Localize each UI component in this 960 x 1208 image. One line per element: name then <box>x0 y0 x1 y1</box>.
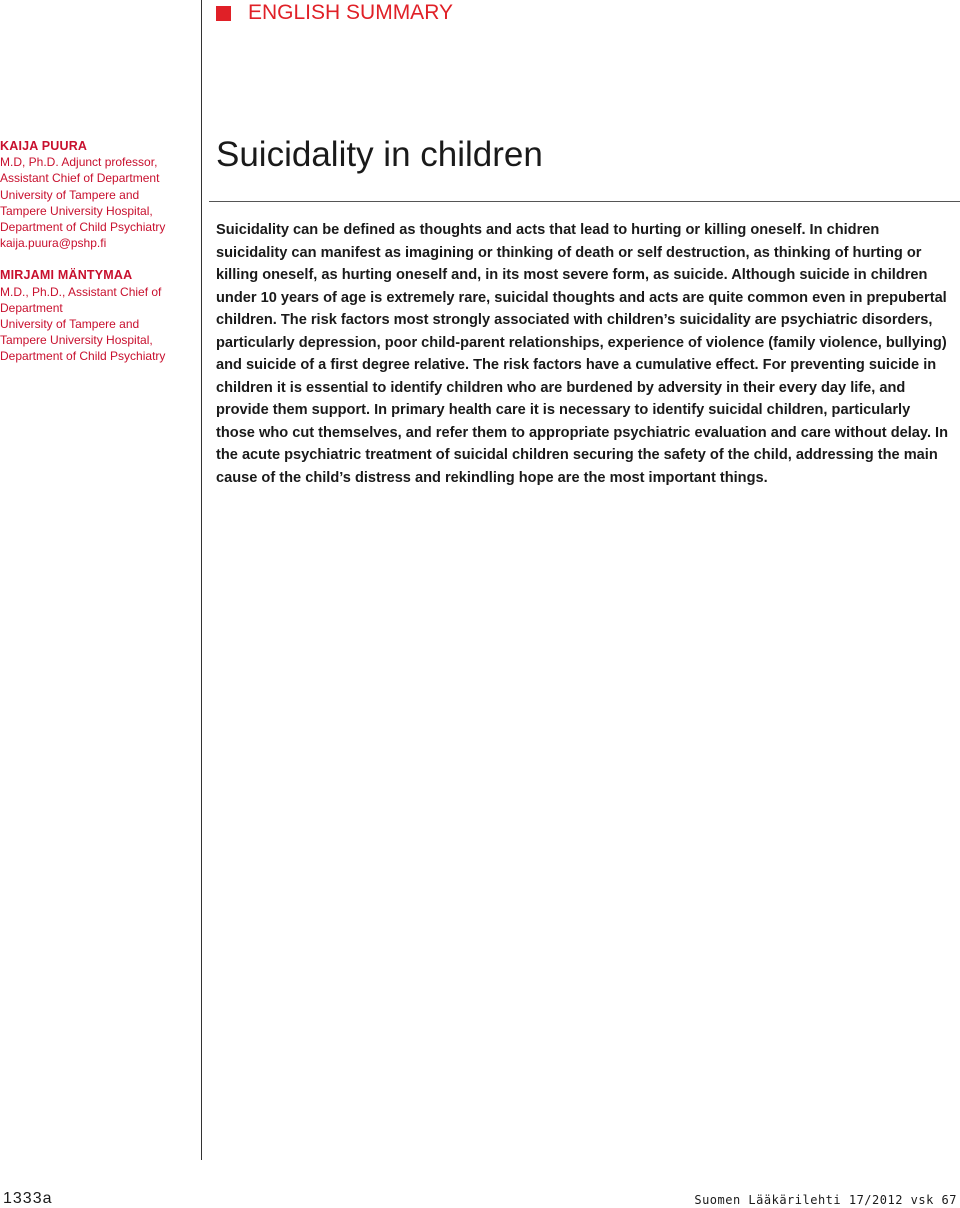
author-affiliation-line: Assistant Chief of Department <box>0 171 160 186</box>
article-abstract: Suicidality can be defined as thoughts and acts that lead to hurting or killing oneself. In chidren suicidality can manifest as imagining or thinking of death or self destruction, as thinking of hurting or killing oneself, as hurting oneself and, in its most severe form, as suicide. Although suicide in children under 10 years of age is extremely rare, suicidal thoughts and acts are quite common even in prepubertal children. The risk factors most strongly associated with children’s suicidality are psychiatric disorders, particularly depression, poor child-parent relationships, experience of violence (family violence, bullying) and suicide of a first degree relative. The risk factors have a cumulative effect. For preventing suicide in children it is essential to identify children who are burdened by adversity in their every day life, and provide them support. In primary health care it is necessary to identify suicidal children, particularly those who cut themselves, and refer them to appropriate psychiatric evaluation and care without delay. In the acute psychiatric treatment of suicidal children securing the safety of the child, addressing the main cause of the child’s distress and rekindling hope are the most important things. <box>216 222 949 486</box>
author-affiliation-line: M.D, Ph.D. Adjunct professor, <box>0 155 158 170</box>
article-title: Suicidality in children <box>216 135 543 174</box>
author-block <box>0 138 196 251</box>
author-affiliation-line: Department of Child Psychiatry <box>0 349 166 364</box>
author-block <box>0 267 196 364</box>
section-label: ENGLISH SUMMARY <box>248 1 453 24</box>
title-divider <box>209 201 960 202</box>
author-affiliation-line: University of Tampere and <box>0 187 140 202</box>
author-affiliation-line: Department <box>0 300 63 315</box>
author-email: kaija.puura@pshp.fi <box>0 236 107 251</box>
author-sidebar <box>0 138 196 381</box>
author-affiliation-line: University of Tampere and <box>0 317 140 332</box>
column-divider <box>201 0 202 1160</box>
author-name: KAIJA PUURA <box>0 139 88 153</box>
author-name: MIRJAMI MÄNTYMAA <box>0 268 133 283</box>
author-affiliation-line: M.D., Ph.D., Assistant Chief of <box>0 284 162 299</box>
author-affiliation-line: Tampere University Hospital, <box>0 203 153 218</box>
page-number: 1333a <box>3 1190 53 1207</box>
section-marker-icon <box>216 6 231 21</box>
section-header <box>216 0 453 26</box>
journal-issue: Suomen Lääkärilehti 17/2012 vsk 67 <box>694 1193 957 1207</box>
author-affiliation-line: Department of Child Psychiatry <box>0 220 166 235</box>
author-affiliation-line: Tampere University Hospital, <box>0 333 153 348</box>
